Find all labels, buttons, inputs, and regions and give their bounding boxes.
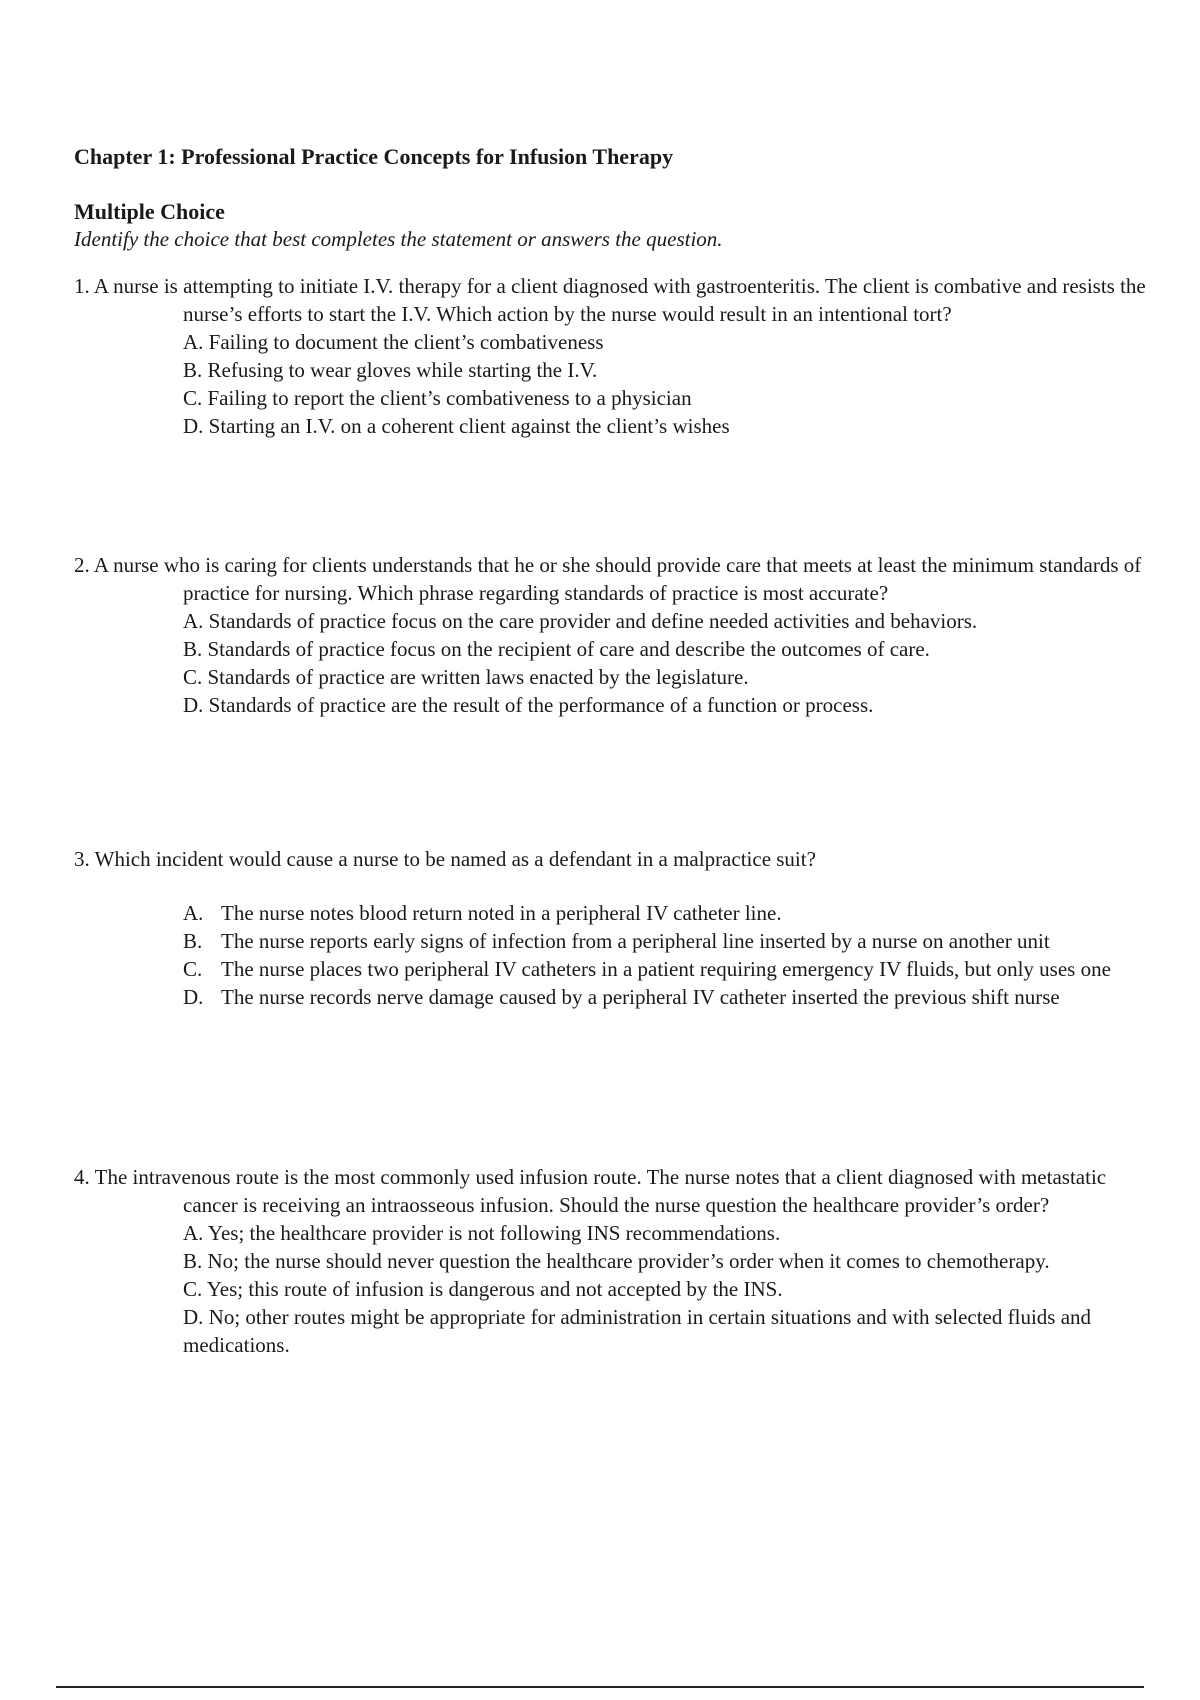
choice-b: B. No; the nurse should never question the healthcare provider’s order when it comes to chemotherapy. — [183, 1249, 1050, 1273]
choice-letter: D. — [183, 985, 204, 1009]
choice-b: B. Refusing to wear gloves while starting the I.V. — [183, 358, 598, 382]
choice-text: The nurse notes blood return noted in a peripheral IV catheter line. — [221, 901, 782, 925]
answer-choices — [74, 607, 1164, 719]
chapter-title: Chapter 1: Professional Practice Concepts for Infusion Therapy — [74, 144, 674, 169]
choice-d: D. Standards of practice are the result of the performance of a function or process. — [183, 693, 874, 717]
answer-choices — [74, 328, 1164, 440]
choice-d: D. Starting an I.V. on a coherent client against the client’s wishes — [183, 414, 730, 438]
choice-text: The nurse reports early signs of infection from a peripheral line inserted by a nurse on another unit — [221, 929, 1050, 953]
choice-text: The nurse records nerve damage caused by a peripheral IV catheter inserted the previous shift nurse — [221, 985, 1060, 1009]
choice-b — [183, 927, 1164, 955]
answer-choices — [74, 1219, 1164, 1359]
choice-a: A. Failing to document the client’s combativeness — [183, 330, 604, 354]
question-3 — [74, 845, 1164, 1011]
choice-text: The nurse places two peripheral IV catheters in a patient requiring emergency IV fluids, but only uses one — [221, 957, 1111, 981]
question-1 — [74, 272, 1164, 440]
answer-choices — [74, 899, 1164, 1011]
choice-d — [183, 983, 1164, 1011]
section-heading: Multiple Choice — [74, 199, 225, 224]
choice-letter: B. — [183, 929, 203, 953]
choice-c: C. Yes; this route of infusion is dangerous and not accepted by the INS. — [183, 1277, 783, 1301]
question-stem: 1. A nurse is attempting to initiate I.V. therapy for a client diagnosed with gastroenteritis. The client is combative and resists the nurse’s efforts to start the I.V. Which action by the nurse would result in an intentional tort? — [74, 274, 1146, 326]
choice-a: A. Yes; the healthcare provider is not following INS recommendations. — [183, 1221, 781, 1245]
question-2 — [74, 551, 1164, 719]
question-stem: 3. Which incident would cause a nurse to be named as a defendant in a malpractice suit? — [74, 847, 816, 871]
question-stem: 2. A nurse who is caring for clients understands that he or she should provide care that meets at least the minimum standards of practice for nursing. Which phrase regarding standards of practice is most accurate? — [74, 553, 1142, 605]
instructions: Identify the choice that best completes the statement or answers the question. — [74, 227, 723, 251]
choice-letter: A. — [183, 901, 204, 925]
choice-b: B. Standards of practice focus on the recipient of care and describe the outcomes of care. — [183, 637, 930, 661]
choice-c: C. Standards of practice are written laws enacted by the legislature. — [183, 665, 749, 689]
choice-a: A. Standards of practice focus on the care provider and define needed activities and behaviors. — [183, 609, 978, 633]
choice-a — [183, 899, 1164, 927]
choice-letter: C. — [183, 957, 203, 981]
question-4 — [74, 1163, 1164, 1359]
question-stem: 4. The intravenous route is the most commonly used infusion route. The nurse notes that a client diagnosed with metastatic cancer is receiving an intraosseous infusion. Should the nurse question the healthcare provider’s order? — [74, 1165, 1107, 1217]
choice-c — [183, 955, 1164, 983]
choice-d: D. No; other routes might be appropriate for administration in certain situations and with selected fluids and medications. — [183, 1305, 1092, 1357]
choice-c: C. Failing to report the client’s combativeness to a physician — [183, 386, 692, 410]
footer-divider — [56, 1686, 1144, 1688]
